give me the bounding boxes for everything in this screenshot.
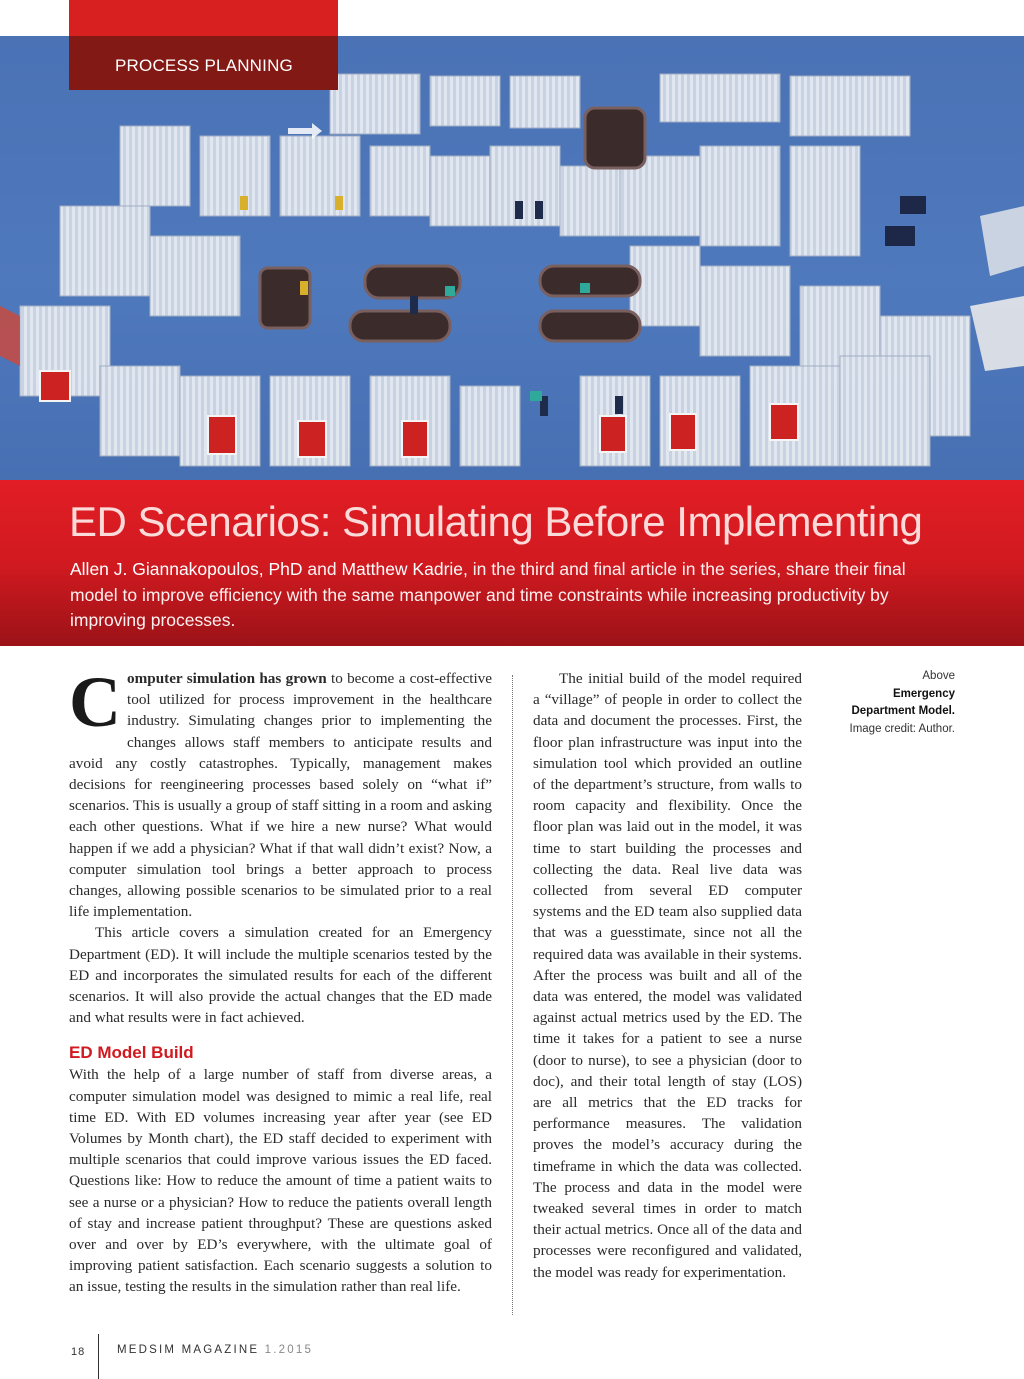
drop-cap: C — [69, 662, 121, 742]
paragraph-4: The initial build of the model required a “village” of people in order to collect the data and document the processes. First, the floor plan infrastructure was input into the simulation tool which provided an outline of the department’s structure, from walls to room capacity and flexibility. Once the floor plan was laid out in the model, it was time to start building the processes and collecting the data. Real live data was collected from several ED computer systems and the ED team also supplied data that was a guesstimate, since not all the required data was available in their systems. After the process was built and all of the data was entered, the model was validated against actual metrics used by the ED. The time it takes for a patient to see a nurse (door to nurse), to see a physician (door to doc), and their total length of stay (LOS) are all metrics that the ED tracks for performance measures. The validation proves the model’s accuracy during the timeframe in which the data was collected. The process and data in the model were tweaked several times in order to match their actual metrics. Once all of the data and processes were reconfigured and validated, the model was ready for experimentation. — [533, 670, 802, 1281]
lead-in: omputer simulation has grown — [127, 670, 327, 687]
paragraph-1 — [69, 662, 492, 922]
section-tab-label: PROCESS PLANNING — [115, 56, 293, 75]
footer-rule — [98, 1334, 99, 1379]
caption-line-2: Emergency — [892, 687, 955, 700]
magazine-issue: 1.2015 — [259, 1344, 314, 1356]
magazine-name — [117, 1344, 313, 1356]
caption-line-1: Above — [922, 670, 955, 682]
article-deck — [70, 557, 950, 634]
image-caption — [830, 668, 955, 738]
section-tab — [69, 36, 338, 90]
author-1: Allen J. Giannakopoulos, PhD — [70, 559, 303, 579]
deck-text: in the third and final article in the series, share their final model to improve efficiency with the same manpower and time constraints while increasing productivity by improving processes. — [70, 559, 906, 630]
article-title: ED Scenarios: Simulating Before Implementing — [69, 498, 923, 545]
article-column-2 — [533, 668, 802, 1283]
paragraph-3: With the help of a large number of staff from diverse areas, a computer simulation model was designed to mimic a real life, real time ED. With ED volumes increasing year after year (see ED Volumes by Month chart), the ED staff decided to experiment with multiple scenarios that could improve various issues the ED faced. Questions like: How to reduce the amount of time a patient waits to see a nurse or a physician? How to reduce the patients overall length of stay and increase patient throughput? These are questions asked over and over by ED’s everywhere, with the ultimate goal of improving patient satisfaction. Each scenario suggests a solution to an issue, testing the results in the simulation rather than real life. — [69, 1066, 492, 1296]
hero-simulation-image — [0, 36, 1024, 480]
paragraph-1-text: to become a cost-effective tool utilized for process improvement in the healthcare industry. Simulating changes prior to implementing the changes allows staff members to anticipate results and avoid any costly catastrophes. Typically, management makes decisions for reengineering processes based solely on “what if” scenarios. This is usually a group of staff sitting in a room and asking each other questions. What if we hire a new nurse? What would happen if we add a physician? What if that wall didn’t exist? Now, a computer simulation tool brings a better approach to process changes, allowing possible scenarios to be simulated prior to a real life implementation. — [69, 670, 492, 921]
paragraph-2: This article covers a simulation created for an Emergency Department (ED). It will include the multiple scenarios tested by the ED and incorporates the simulated results for each of the different scenarios. It will also provide the actual changes that the ED made and what results were in fact achieved. — [69, 924, 492, 1027]
author-2: Matthew Kadrie, — [341, 559, 468, 579]
column-divider — [512, 675, 513, 1315]
caption-line-3: Department Model. — [851, 705, 955, 717]
article-column-1 — [69, 662, 492, 1298]
section-heading: ED Model Build — [69, 1043, 194, 1063]
ed-model-illustration — [0, 36, 1024, 480]
deck-and: and — [302, 559, 342, 579]
page-number: 18 — [71, 1346, 86, 1358]
magazine-title: MEDSIM MAGAZINE — [117, 1344, 260, 1356]
caption-line-4: Image credit: Author. — [849, 722, 955, 735]
